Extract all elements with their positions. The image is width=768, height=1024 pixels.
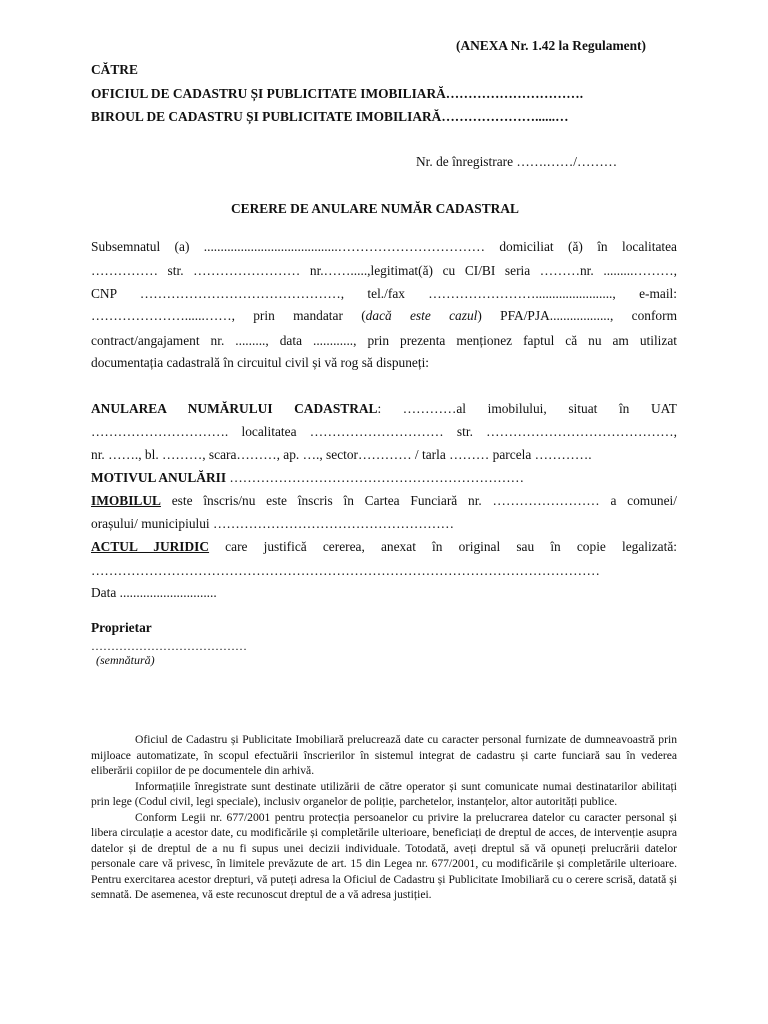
annulment-line-1-rest: : …………al imobilului, situat în UAT: [377, 401, 677, 416]
registration-number: Nr. de înregistrare …….……/………: [416, 154, 618, 169]
legal-act-line-1-rest: care justifică cererea, anexat în original sau în copie legalizată:: [209, 539, 677, 554]
property-line-2: orașului/ municipiului ………………………………………………: [91, 516, 455, 531]
annulment-line-1: [91, 401, 677, 417]
reason-dots: …………………………………………………………: [229, 470, 524, 485]
addressee-label: CĂTRE: [91, 62, 138, 77]
document-title: CERERE DE ANULARE NUMĂR CADASTRAL: [231, 201, 519, 216]
annulment-line-3: nr. ……., bl. ………, scara………, ap. …., sector………… / tarla ……… parcela ………….: [91, 447, 592, 462]
applicant-line-4-end: ) PFA/PJA.................., conform: [477, 308, 678, 323]
notice-paragraph-1: Oficiul de Cadastru și Publicitate Imobiliară prelucrează date cu caracter personal furnizate de dumneavoastră prin mijloace automatizate, în scopul efectuării înscrierilor în sistemul integrat de cadastru și carte funciară sau în vederea eliberării copiilor de pe documentele din arhivă.: [91, 733, 677, 777]
annulment-label: ANULAREA NUMĂRULUI CADASTRAL: [91, 401, 378, 416]
property-line-1: [91, 493, 677, 509]
legal-act-line-2: ……………………………………………………………………………………………………: [91, 563, 600, 578]
legal-act-line-1: [91, 539, 677, 555]
reason-label: MOTIVUL ANULĂRII: [91, 470, 227, 485]
notice-paragraph-3: Conform Legii nr. 677/2001 pentru protecția persoanelor cu privire la prelucrarea datelor cu caracter personal și libera circulație a acestor date, cu modificările și completările ulterioare, beneficiați de dreptul de acces, de intervenție asupra datelor și de dreptul de a nu fi supus unei decizii individuale. Totodată, aveți dreptul să vă opuneți prelucrării datelor personale care vă privesc, în limitele prevăzute de art. 15 din Legea nr. 677/2001, cu modificările și completările ulterioare. Pentru exercitarea acestor drepturi, vă puteți adresa la Oficiul de Cadastru și Publicitate Imobiliară cu o cerere scrisă, datată și semnată. De asemenea, vă este recunoscut dreptul de a vă adresa justiției.: [91, 810, 677, 901]
annulment-line-2: …………………………. localitatea ………………………… str. ……………………………………,: [91, 424, 677, 439]
property-line-1-rest: este înscris/nu este înscris în Cartea Funciară nr. …………………… a comunei/: [160, 493, 677, 508]
property-label: IMOBILUL: [91, 493, 161, 508]
applicant-line-3: CNP ………………………………………, tel./fax ……………………......................., e-mail:: [91, 286, 677, 301]
legal-act-label: ACTUL JURIDIC: [91, 539, 210, 554]
applicant-line-4: [91, 308, 677, 324]
applicant-line-5: contract/angajament nr. ........., data ............, prin prezenta menționez faptul că nu am utilizat: [91, 333, 677, 348]
applicant-line-2: …………… str. …………………… nr.…….....,legitimat(ă) cu CI/BI seria ………nr. .........………,: [91, 263, 677, 278]
owner-label: Proprietar: [91, 620, 152, 635]
applicant-line-1: Subsemnatul (a) ........................................…………………………… domiciliat (ă) în localitatea: [91, 239, 677, 254]
data-protection-notice: [91, 732, 677, 903]
applicant-line-6: documentația cadastrală în circuitul civil și vă rog să dispuneți:: [91, 355, 430, 370]
notice-paragraph-2: Informațiile înregistrate sunt destinate utilizării de către operator și sunt comunicate numai destinatarilor abilitați prin lege (Codul civil, legi speciale), inclusiv organelor de poliție, parchetelor, instanțelor, altor autorități publice.: [91, 779, 677, 808]
bureau-line: BIROUL DE CADASTRU ȘI PUBLICITATE IMOBILIARĂ…………………......…: [91, 109, 569, 124]
applicant-line-4-note: dacă este cazul: [365, 308, 478, 323]
date-line: Data .............................: [91, 585, 217, 600]
owner-signature-caption: (semnătură): [96, 653, 155, 667]
annex-reference: (ANEXA Nr. 1.42 la Regulament): [456, 38, 646, 53]
reason-line: [91, 470, 524, 486]
owner-signature-dots: …………………………………: [91, 639, 247, 653]
applicant-line-4-start: …………………......……, prin mandatar (: [91, 308, 366, 323]
office-line: OFICIUL DE CADASTRU ȘI PUBLICITATE IMOBILIARĂ………………………….: [91, 86, 584, 101]
